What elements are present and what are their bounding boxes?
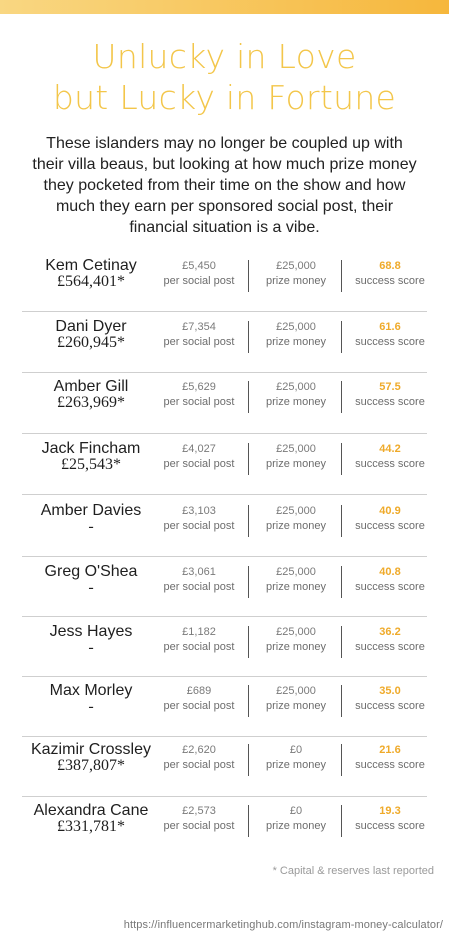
islander-fortune: £263,969* [57, 394, 125, 411]
table-row [22, 371, 427, 431]
score-cell [337, 625, 443, 655]
prize-value: £25,000 [276, 260, 316, 272]
prize-label: prize money [266, 520, 326, 532]
per-post-value: £1,182 [182, 626, 216, 638]
prize-cell [243, 320, 349, 350]
row-divider [22, 736, 427, 737]
per-post-cell [146, 743, 252, 773]
islander-name: Max Morley [49, 682, 133, 699]
score-label: success score [355, 581, 425, 593]
islander-name: Kazimir Crossley [30, 741, 151, 758]
prize-label: prize money [266, 396, 326, 408]
row-divider [22, 311, 427, 312]
per-post-value: £3,061 [182, 566, 216, 578]
footnote: * Capital & reserves last reported [272, 865, 434, 877]
table-row [22, 616, 427, 676]
per-post-value: £7,354 [182, 321, 216, 333]
islander-name-block [22, 803, 160, 834]
score-value: 40.9 [379, 505, 401, 517]
row-divider [22, 372, 427, 373]
title-line-1: Unlucky in Love [92, 37, 357, 76]
islander-name: Jess Hayes [49, 623, 133, 640]
per-post-value: £5,629 [182, 381, 216, 393]
per-post-label: per social post [163, 759, 235, 771]
prize-label: prize money [266, 641, 326, 653]
islander-name: Jack Fincham [41, 440, 141, 457]
score-cell [337, 380, 443, 410]
islander-name: Amber Gill [53, 378, 129, 395]
title-line-2: but Lucky in Fortune [52, 78, 397, 117]
prize-cell [243, 442, 349, 472]
prize-cell [243, 804, 349, 834]
per-post-value: £2,620 [182, 744, 216, 756]
per-post-label: per social post [163, 396, 235, 408]
row-divider [22, 556, 427, 557]
per-post-label: per social post [163, 700, 235, 712]
row-divider [22, 433, 427, 434]
score-label: success score [355, 336, 425, 348]
prize-value: £0 [289, 805, 303, 817]
per-post-value: £689 [186, 685, 212, 697]
per-post-cell [146, 380, 252, 410]
per-post-value: £2,573 [182, 805, 216, 817]
prize-cell [243, 380, 349, 410]
prize-label: prize money [266, 581, 326, 593]
per-post-cell [146, 804, 252, 834]
score-cell [337, 565, 443, 595]
per-post-cell [146, 320, 252, 350]
prize-label: prize money [266, 700, 326, 712]
per-post-cell [146, 565, 252, 595]
islander-fortune: £331,781* [57, 818, 125, 835]
prize-value: £25,000 [276, 321, 316, 333]
score-cell [337, 684, 443, 714]
islander-name: Alexandra Cane [33, 802, 149, 819]
per-post-label: per social post [163, 820, 235, 832]
score-label: success score [355, 820, 425, 832]
prize-label: prize money [266, 759, 326, 771]
per-post-cell [146, 259, 252, 289]
islander-name: Kem Cetinay [45, 257, 137, 274]
islander-fortune: £260,945* [57, 334, 125, 351]
per-post-label: per social post [163, 520, 235, 532]
per-post-value: £3,103 [182, 505, 216, 517]
score-label: success score [355, 520, 425, 532]
prize-value: £25,000 [276, 685, 316, 697]
islander-name-block [22, 258, 160, 289]
table-row [22, 311, 427, 371]
prize-label: prize money [266, 275, 326, 287]
score-value: 19.3 [379, 805, 401, 817]
islander-fortune: £564,401* [57, 273, 125, 290]
per-post-cell [146, 504, 252, 534]
islander-fortune: - [88, 518, 94, 535]
islander-name-block [22, 683, 160, 714]
score-cell [337, 259, 443, 289]
table-row [22, 433, 427, 493]
score-value: 36.2 [379, 626, 401, 638]
islander-name: Amber Davies [40, 502, 142, 519]
per-post-label: per social post [163, 275, 235, 287]
score-cell [337, 320, 443, 350]
row-divider [22, 494, 427, 495]
islander-fortune: £387,807* [57, 757, 125, 774]
islander-name-block [22, 441, 160, 472]
row-divider [22, 616, 427, 617]
prize-cell [243, 565, 349, 595]
score-value: 44.2 [379, 443, 401, 455]
per-post-value: £5,450 [182, 260, 216, 272]
islander-fortune: £25,543* [61, 456, 121, 473]
per-post-label: per social post [163, 336, 235, 348]
prize-cell [243, 259, 349, 289]
table-row [22, 556, 427, 616]
table-row [22, 795, 427, 855]
score-label: success score [355, 700, 425, 712]
top-accent-bar [0, 0, 449, 14]
prize-label: prize money [266, 458, 326, 470]
prize-cell [243, 504, 349, 534]
table-row [22, 734, 427, 794]
score-label: success score [355, 641, 425, 653]
prize-cell [243, 684, 349, 714]
score-value: 40.8 [379, 566, 401, 578]
prize-cell [243, 743, 349, 773]
prize-cell [243, 625, 349, 655]
per-post-cell [146, 684, 252, 714]
prize-value: £25,000 [276, 505, 316, 517]
islander-fortune: - [88, 698, 94, 715]
score-label: success score [355, 275, 425, 287]
score-cell [337, 442, 443, 472]
prize-value: £25,000 [276, 566, 316, 578]
intro-paragraph: These islanders may no longer be coupled up with their villa beaus, but looking at how much prize money they pocketed from their time on the show and how much they earn per sponsored social post, their financial situation is a vibe. [32, 135, 417, 236]
per-post-value: £4,027 [182, 443, 216, 455]
islander-name-block [22, 319, 160, 350]
per-post-cell [146, 442, 252, 472]
score-label: success score [355, 396, 425, 408]
islander-name-block [22, 503, 160, 534]
per-post-label: per social post [163, 581, 235, 593]
islander-name-block [22, 624, 160, 655]
per-post-cell [146, 625, 252, 655]
table-row [22, 495, 427, 555]
prize-label: prize money [266, 336, 326, 348]
score-value: 68.8 [379, 260, 401, 272]
score-cell [337, 804, 443, 834]
islander-name-block [22, 564, 160, 595]
prize-value: £25,000 [276, 626, 316, 638]
score-cell [337, 743, 443, 773]
score-value: 21.6 [379, 744, 401, 756]
per-post-label: per social post [163, 458, 235, 470]
score-label: success score [355, 759, 425, 771]
row-divider [22, 796, 427, 797]
prize-value: £0 [289, 744, 303, 756]
score-label: success score [355, 458, 425, 470]
score-value: 35.0 [379, 685, 401, 697]
islander-fortune: - [88, 579, 94, 596]
row-divider [22, 676, 427, 677]
score-cell [337, 504, 443, 534]
source-url[interactable]: https://influencermarketinghub.com/instagram-money-calculator/ [123, 919, 443, 931]
islander-name-block [22, 379, 160, 410]
score-value: 57.5 [379, 381, 401, 393]
page-title [0, 36, 449, 118]
islander-name: Dani Dyer [55, 318, 127, 335]
prize-value: £25,000 [276, 443, 316, 455]
prize-value: £25,000 [276, 381, 316, 393]
islander-fortune: - [88, 639, 94, 656]
islander-name-block [22, 742, 160, 773]
table-row [22, 250, 427, 310]
table-row [22, 675, 427, 735]
prize-label: prize money [266, 820, 326, 832]
score-value: 61.6 [379, 321, 401, 333]
islander-name: Greg O'Shea [44, 563, 138, 580]
per-post-label: per social post [163, 641, 235, 653]
